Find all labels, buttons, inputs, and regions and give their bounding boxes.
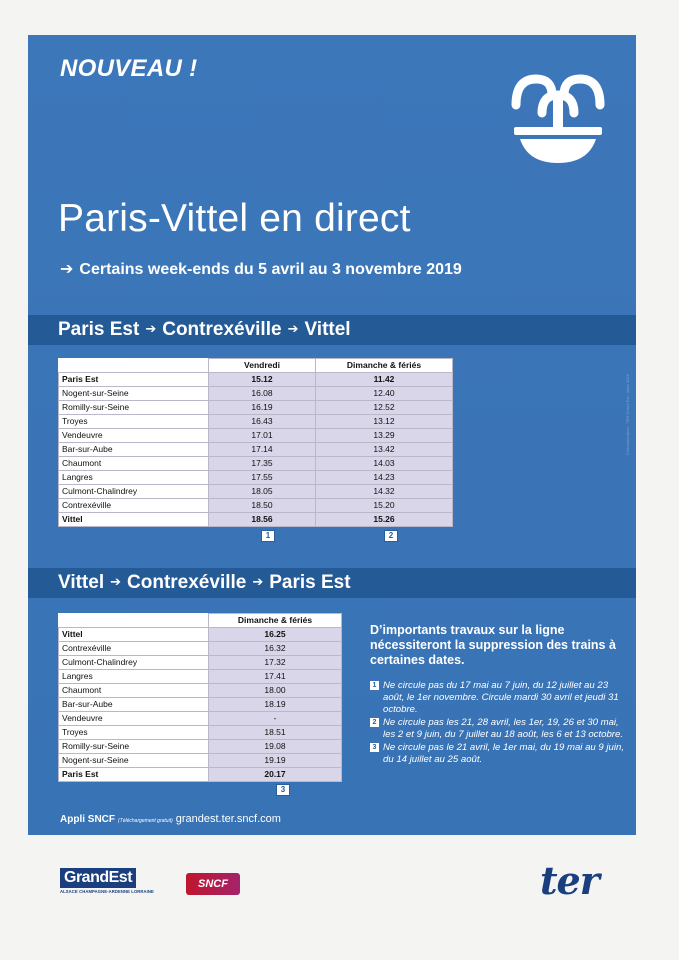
route-stop: Contrexéville xyxy=(127,572,247,593)
footnote-item: 3 Ne circule pas le 21 avril, le 1er mai, du 19 mai au 9 juin, du 14 juillet au 25 août. xyxy=(370,742,632,766)
ter-logo: ter xyxy=(540,858,599,903)
table-row: Culmont-Chalindrey 18.05 14.32 xyxy=(59,485,453,499)
route-stop: Paris Est xyxy=(58,319,140,340)
footnote-item: 2 Ne circule pas les 21, 28 avril, les 1er, 19, 26 et 30 mai, les 2 et 9 juin, du 7 juillet au 18 août, les 6 et 13 octobre. xyxy=(370,717,632,741)
sncf-logo: SNCF xyxy=(186,873,240,895)
website-link[interactable]: grandest.ter.sncf.com xyxy=(175,813,281,825)
table-row: Langres 17.41 xyxy=(59,670,342,684)
route-header-return xyxy=(28,568,636,598)
arrow-right-icon: ➔ xyxy=(287,321,299,336)
column-header-dimanche: Dimanche & fériés xyxy=(209,614,342,628)
table-row: Bar-sur-Aube 17.14 13.42 xyxy=(59,443,453,457)
table-row: Paris Est 20.17 xyxy=(59,768,342,782)
route-stop: Vittel xyxy=(58,572,105,593)
appli-label: Appli SNCF xyxy=(60,814,115,825)
timetable-return xyxy=(58,613,342,782)
table-row: Nogent-sur-Seine 16.08 12.40 xyxy=(59,387,453,401)
works-notice: D’importants travaux sur la ligne nécessiteront la suppression des trains à certaines dates. xyxy=(370,623,616,667)
nouveau-badge: NOUVEAU ! xyxy=(60,55,198,82)
footnote-item: 1 Ne circule pas du 17 mai au 7 juin, du 12 juillet au 23 août, le 1er novembre. Circule mardi 30 avril et jeudi 31 octobre. xyxy=(370,680,632,716)
footnote-marker: 3 xyxy=(276,784,290,796)
arrow-right-icon: ➔ xyxy=(252,574,264,589)
table-row: Culmont-Chalindrey 17.32 xyxy=(59,656,342,670)
subtitle-text: Certains week-ends du 5 avril au 3 novembre 2019 xyxy=(79,261,462,278)
table-row: Contrexéville 16.32 xyxy=(59,642,342,656)
route-stop: Vittel xyxy=(304,319,351,340)
arrow-right-icon: ➔ xyxy=(60,261,74,278)
footnotes xyxy=(370,680,632,767)
table-row: Nogent-sur-Seine 19.19 xyxy=(59,754,342,768)
column-header-dimanche: Dimanche & fériés xyxy=(316,359,453,373)
arrow-right-icon: ➔ xyxy=(110,574,122,589)
app-promo xyxy=(60,813,281,825)
route-header-outbound xyxy=(28,315,636,345)
fountain-icon xyxy=(506,65,610,165)
timetable-outbound xyxy=(58,358,453,527)
footnote-marker: 2 xyxy=(384,530,398,542)
table-row: Romilly-sur-Seine 16.19 12.52 xyxy=(59,401,453,415)
table-row: Vittel 16.25 xyxy=(59,628,342,642)
footnote-marker: 1 xyxy=(261,530,275,542)
arrow-right-icon: ➔ xyxy=(145,321,157,336)
table-row: Romilly-sur-Seine 19.08 xyxy=(59,740,342,754)
page-title: Paris-Vittel en direct xyxy=(58,197,411,240)
subtitle xyxy=(60,259,462,279)
table-row: Paris Est 15.12 11.42 xyxy=(59,373,453,387)
table-row: Troyes 18.51 xyxy=(59,726,342,740)
table-row: Chaumont 18.00 xyxy=(59,684,342,698)
side-credit: Communication - TER Grand Est - Mars 2019 xyxy=(625,374,630,455)
appli-note: (Téléchargement gratuit) xyxy=(118,818,173,824)
grandest-logo: GrandEst ALSACE CHAMPAGNE-ARDENNE LORRAINE xyxy=(60,869,154,894)
column-header-vendredi: Vendredi xyxy=(209,359,316,373)
table-row: Chaumont 17.35 14.03 xyxy=(59,457,453,471)
poster xyxy=(28,35,636,835)
table-row: Vittel 18.56 15.26 xyxy=(59,513,453,527)
table-row: Langres 17.55 14.23 xyxy=(59,471,453,485)
table-row: Vendeuvre 17.01 13.29 xyxy=(59,429,453,443)
table-row: Bar-sur-Aube 18.19 xyxy=(59,698,342,712)
table-row: Troyes 16.43 13.12 xyxy=(59,415,453,429)
route-stop: Contrexéville xyxy=(162,319,282,340)
route-stop: Paris Est xyxy=(269,572,351,593)
table-row: Vendeuvre - xyxy=(59,712,342,726)
table-row: Contrexéville 18.50 15.20 xyxy=(59,499,453,513)
